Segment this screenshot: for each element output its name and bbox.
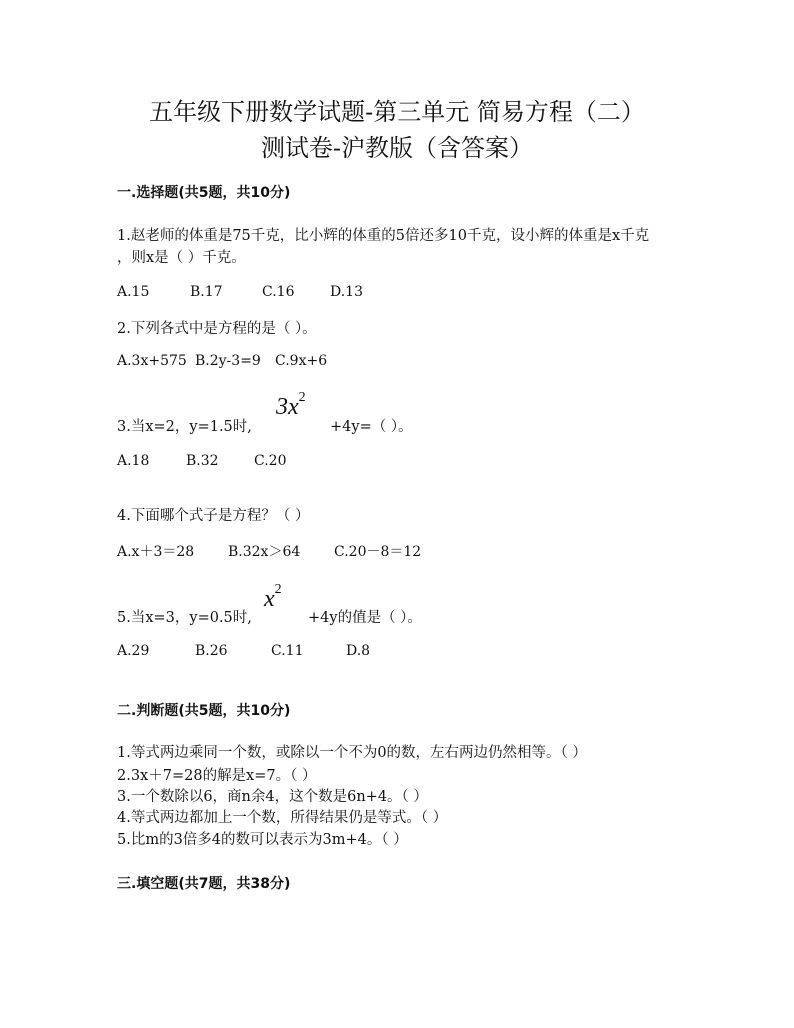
question1-option-c: C.16 (262, 284, 295, 300)
judgment-item-3: 3.一个数除以6，商n余4，这个数是6n+4。（ ） (117, 789, 428, 805)
question1-option-a: A.15 (117, 284, 150, 300)
judgment-item-2: 2.3x＋7=28的解是x=7。（ ） (117, 768, 317, 784)
question5-text-pre: 5.当x=3，y=0.5时, (117, 610, 252, 626)
document-title-line1: 五年级下册数学试题-第三单元 简易方程（二） (149, 98, 645, 126)
question4-text: 4.下面哪个式子是方程？（ ） (117, 508, 310, 524)
question3-formula-base: 3x (276, 394, 299, 420)
question5-formula-base: x (264, 586, 275, 612)
question5-formula (264, 582, 282, 613)
question3-formula (276, 390, 306, 421)
judgment-item-5: 5.比m的3倍多4的数可以表示为3m+4。（ ） (117, 832, 408, 848)
judgment-item-4: 4.等式两边都加上一个数，所得结果仍是等式。（ ） (117, 810, 448, 826)
question3-text-post: +4y=（ ）。 (330, 419, 413, 435)
question5-option-d: D.8 (346, 643, 371, 659)
question3-option-b: B.32 (186, 453, 219, 469)
question2-option-a: A.3x+575 (117, 353, 187, 369)
judgment-item-1: 1.等式两边乘同一个数，或除以一个不为0的数，左右两边仍然相等。（ ） (117, 745, 587, 761)
question2-option-b: B.2y-3=9 (195, 353, 261, 369)
question1-text-line2: ，则x是（ ）千克。 (117, 250, 246, 266)
section2-heading: 二.判断题(共5题，共10分) (117, 703, 291, 719)
section1-heading: 一.选择题(共5题，共10分) (117, 185, 291, 201)
question5-option-a: A.29 (117, 643, 150, 659)
question5-text-post: +4y的值是（ ）。 (308, 610, 422, 626)
question3-text-pre: 3.当x=2，y=1.5时, (117, 419, 252, 435)
question3-option-a: A.18 (117, 453, 150, 469)
section3-heading: 三.填空题(共7题，共38分) (117, 876, 291, 892)
question1-option-b: B.17 (190, 284, 223, 300)
question4-option-b: B.32x＞64 (228, 544, 301, 560)
question4-option-a: A.x＋3＝28 (117, 544, 195, 560)
question2-text: 2.下列各式中是方程的是（ ）。 (117, 321, 317, 337)
question5-option-c: C.11 (271, 643, 304, 659)
document-title-line2: 测试卷-沪教版（含答案） (260, 134, 534, 162)
question5-option-b: B.26 (195, 643, 228, 659)
question2-option-c: C.9x+6 (275, 353, 328, 369)
question3-formula-exponent: 2 (298, 390, 306, 405)
question1-text-line1: 1.赵老师的体重是75千克，比小辉的体重的5倍还多10千克，设小辉的体重是x千克 (117, 228, 650, 244)
question5-formula-exponent: 2 (274, 582, 282, 597)
question4-option-c: C.20－8＝12 (334, 544, 422, 560)
question1-option-d: D.13 (330, 284, 363, 300)
question3-option-c: C.20 (254, 453, 287, 469)
